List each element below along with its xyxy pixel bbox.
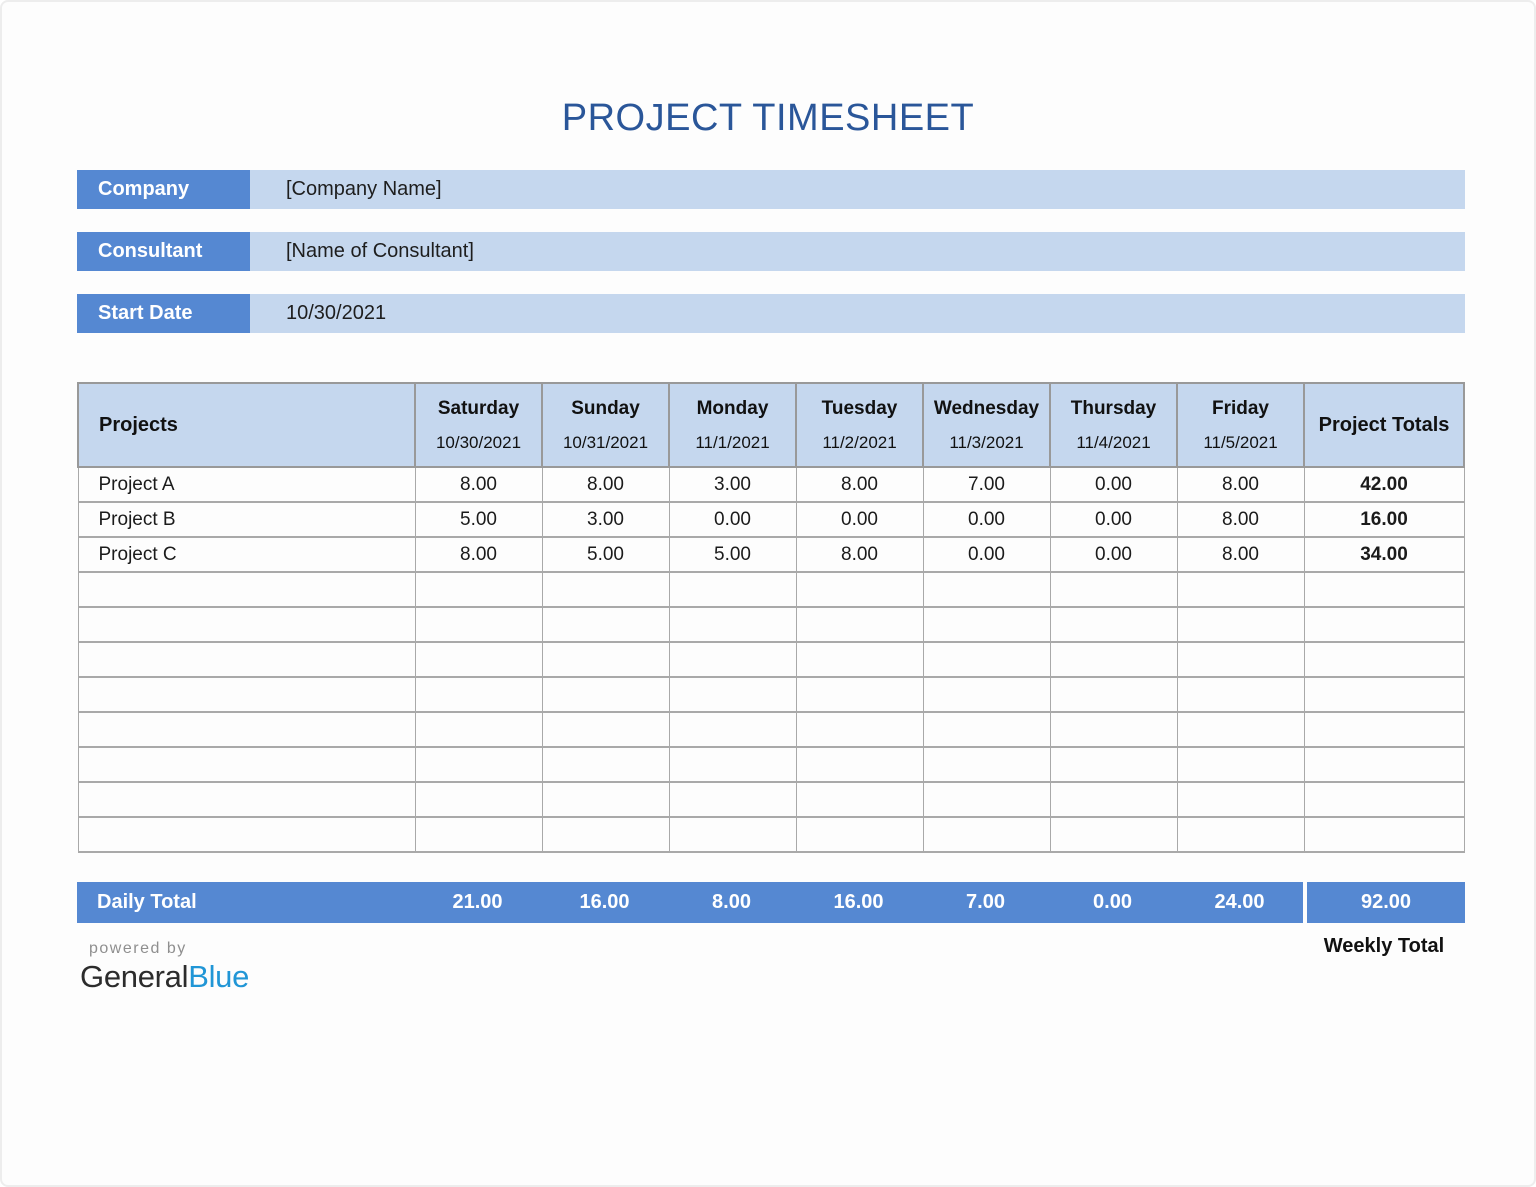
hours-cell[interactable]: 8.00 <box>1177 467 1304 502</box>
day-name: Saturday <box>437 397 520 419</box>
empty-cell[interactable] <box>1304 747 1464 782</box>
hours-cell[interactable]: 8.00 <box>796 537 923 572</box>
project-total-cell: 34.00 <box>1304 537 1464 572</box>
empty-cell[interactable] <box>78 572 415 607</box>
project-name-cell[interactable]: Project B <box>78 502 415 537</box>
day-date: 11/4/2021 <box>1076 432 1151 452</box>
daily-total-value: 16.00 <box>833 891 884 913</box>
empty-cell[interactable] <box>923 782 1050 817</box>
hours-cell[interactable]: 8.00 <box>1177 537 1304 572</box>
empty-cell[interactable] <box>923 642 1050 677</box>
empty-cell[interactable] <box>415 572 542 607</box>
table-header-row <box>78 383 1464 467</box>
empty-cell[interactable] <box>78 677 415 712</box>
empty-table-row <box>78 747 1464 782</box>
empty-cell[interactable] <box>542 817 669 852</box>
daily-total-value: 7.00 <box>966 891 1005 913</box>
day-name: Thursday <box>1070 397 1157 419</box>
empty-cell[interactable] <box>796 817 923 852</box>
start-date-label: Start Date <box>77 294 250 333</box>
empty-cell[interactable] <box>1304 677 1464 712</box>
empty-cell[interactable] <box>1177 712 1304 747</box>
daily-total-main <box>77 882 1303 923</box>
hours-cell[interactable]: 0.00 <box>796 502 923 537</box>
hours-cell[interactable]: 0.00 <box>923 502 1050 537</box>
empty-cell[interactable] <box>796 712 923 747</box>
empty-cell[interactable] <box>78 747 415 782</box>
empty-cell[interactable] <box>542 677 669 712</box>
empty-table-row <box>78 642 1464 677</box>
day-header-saturday <box>415 383 542 467</box>
day-date: 11/5/2021 <box>1203 432 1278 452</box>
project-name-cell[interactable]: Project A <box>78 467 415 502</box>
empty-cell[interactable] <box>1050 712 1177 747</box>
day-date: 11/2/2021 <box>822 432 897 452</box>
page-title: PROJECT TIMESHEET <box>561 97 975 139</box>
daily-total-value: 16.00 <box>579 891 630 913</box>
powered-by-text: powered by <box>89 940 187 957</box>
hours-cell[interactable]: 3.00 <box>669 467 796 502</box>
hours-cell[interactable]: 8.00 <box>542 467 669 502</box>
company-label: Company <box>77 170 250 209</box>
hours-cell[interactable]: 5.00 <box>415 502 542 537</box>
hours-cell[interactable]: 5.00 <box>542 537 669 572</box>
empty-cell[interactable] <box>1050 677 1177 712</box>
hours-cell[interactable]: 0.00 <box>1050 537 1177 572</box>
project-total-cell: 16.00 <box>1304 502 1464 537</box>
empty-cell[interactable] <box>923 747 1050 782</box>
day-header-sunday <box>542 383 669 467</box>
empty-cell[interactable] <box>1177 642 1304 677</box>
empty-cell[interactable] <box>796 782 923 817</box>
empty-cell[interactable] <box>1177 677 1304 712</box>
day-date: 11/3/2021 <box>949 432 1024 452</box>
empty-cell[interactable] <box>796 572 923 607</box>
day-date: 10/31/2021 <box>562 432 649 452</box>
empty-table-row <box>78 817 1464 852</box>
day-header-thursday <box>1050 383 1177 467</box>
logo-blue-text: Blue <box>188 959 250 994</box>
empty-table-row <box>78 782 1464 817</box>
general-blue-logo <box>80 959 249 995</box>
daily-total-label: Daily Total <box>97 891 197 913</box>
day-name: Monday <box>696 397 769 419</box>
empty-cell[interactable] <box>415 712 542 747</box>
project-data-rows <box>78 467 1464 572</box>
hours-cell[interactable]: 8.00 <box>796 467 923 502</box>
empty-cell[interactable] <box>669 782 796 817</box>
empty-cell[interactable] <box>1304 642 1464 677</box>
consultant-label: Consultant <box>77 232 250 271</box>
info-row-company <box>77 170 1465 209</box>
hours-cell[interactable]: 3.00 <box>542 502 669 537</box>
daily-total-value: 21.00 <box>452 891 503 913</box>
empty-cell[interactable] <box>669 607 796 642</box>
project-total-cell: 42.00 <box>1304 467 1464 502</box>
empty-cell[interactable] <box>1050 782 1177 817</box>
weekly-total-label: Weekly Total <box>1323 935 1445 957</box>
table-row-project-a <box>78 467 1464 502</box>
empty-cell[interactable] <box>669 642 796 677</box>
start-date-value-field[interactable]: 10/30/2021 <box>250 294 1465 333</box>
empty-cell[interactable] <box>796 747 923 782</box>
projects-header: Projects <box>78 383 415 467</box>
day-date: 10/30/2021 <box>435 432 522 452</box>
empty-cell[interactable] <box>1050 642 1177 677</box>
empty-cell[interactable] <box>923 572 1050 607</box>
daily-total-value: 24.00 <box>1214 891 1265 913</box>
empty-cell[interactable] <box>1050 572 1177 607</box>
empty-cell[interactable] <box>1050 607 1177 642</box>
day-header-monday <box>669 383 796 467</box>
hours-cell[interactable]: 8.00 <box>415 537 542 572</box>
hours-cell[interactable]: 7.00 <box>923 467 1050 502</box>
empty-cell[interactable] <box>669 572 796 607</box>
daily-total-bar <box>77 882 1465 923</box>
empty-cell[interactable] <box>1177 572 1304 607</box>
empty-cell[interactable] <box>542 607 669 642</box>
empty-cell[interactable] <box>415 817 542 852</box>
daily-total-value: 0.00 <box>1093 891 1132 913</box>
project-totals-header: Project Totals <box>1304 383 1464 467</box>
empty-rows <box>78 572 1464 852</box>
day-name: Friday <box>1211 397 1270 419</box>
empty-cell[interactable] <box>1050 817 1177 852</box>
empty-cell[interactable] <box>78 782 415 817</box>
empty-cell[interactable] <box>78 607 415 642</box>
empty-cell[interactable] <box>415 642 542 677</box>
hours-cell[interactable]: 0.00 <box>923 537 1050 572</box>
day-name: Tuesday <box>821 397 898 419</box>
empty-cell[interactable] <box>923 677 1050 712</box>
consultant-value-field[interactable]: [Name of Consultant] <box>250 232 1465 271</box>
day-header-friday <box>1177 383 1304 467</box>
hours-cell[interactable]: 0.00 <box>669 502 796 537</box>
empty-cell[interactable] <box>415 782 542 817</box>
empty-cell[interactable] <box>1304 712 1464 747</box>
empty-cell[interactable] <box>669 817 796 852</box>
hours-cell[interactable]: 0.00 <box>1050 467 1177 502</box>
day-date: 11/1/2021 <box>695 432 770 452</box>
day-header-tuesday <box>796 383 923 467</box>
daily-total-value: 8.00 <box>712 891 751 913</box>
info-row-start-date <box>77 294 1465 333</box>
hours-cell[interactable]: 8.00 <box>1177 502 1304 537</box>
day-name: Sunday <box>571 397 640 419</box>
empty-cell[interactable] <box>923 607 1050 642</box>
empty-table-row <box>78 607 1464 642</box>
empty-cell[interactable] <box>923 817 1050 852</box>
empty-cell[interactable] <box>542 712 669 747</box>
empty-cell[interactable] <box>542 572 669 607</box>
timesheet-table <box>77 382 1465 853</box>
company-value-field[interactable]: [Company Name] <box>250 170 1465 209</box>
weekly-total-value: 92.00 <box>1307 882 1465 923</box>
empty-cell[interactable] <box>796 677 923 712</box>
empty-cell[interactable] <box>415 607 542 642</box>
empty-cell[interactable] <box>1304 607 1464 642</box>
empty-cell[interactable] <box>1050 747 1177 782</box>
empty-table-row <box>78 677 1464 712</box>
empty-cell[interactable] <box>669 712 796 747</box>
empty-cell[interactable] <box>78 642 415 677</box>
empty-cell[interactable] <box>78 817 415 852</box>
empty-cell[interactable] <box>542 747 669 782</box>
empty-cell[interactable] <box>669 747 796 782</box>
day-name: Wednesday <box>933 397 1040 419</box>
empty-cell[interactable] <box>1177 747 1304 782</box>
empty-cell[interactable] <box>1177 782 1304 817</box>
day-header-wednesday <box>923 383 1050 467</box>
info-row-consultant <box>77 232 1465 271</box>
empty-cell[interactable] <box>78 712 415 747</box>
logo-general-text: General <box>80 959 189 994</box>
empty-cell[interactable] <box>796 607 923 642</box>
hours-cell[interactable]: 8.00 <box>415 467 542 502</box>
empty-cell[interactable] <box>415 747 542 782</box>
empty-cell[interactable] <box>415 677 542 712</box>
empty-cell[interactable] <box>1304 817 1464 852</box>
table-row-project-b <box>78 502 1464 537</box>
project-name-cell[interactable]: Project C <box>78 537 415 572</box>
hours-cell[interactable]: 5.00 <box>669 537 796 572</box>
empty-cell[interactable] <box>542 782 669 817</box>
empty-cell[interactable] <box>923 712 1050 747</box>
hours-cell[interactable]: 0.00 <box>1050 502 1177 537</box>
empty-cell[interactable] <box>1304 572 1464 607</box>
empty-table-row <box>78 572 1464 607</box>
empty-cell[interactable] <box>796 642 923 677</box>
empty-table-row <box>78 712 1464 747</box>
empty-cell[interactable] <box>542 642 669 677</box>
empty-cell[interactable] <box>1177 817 1304 852</box>
empty-cell[interactable] <box>669 677 796 712</box>
table-row-project-c <box>78 537 1464 572</box>
empty-cell[interactable] <box>1177 607 1304 642</box>
empty-cell[interactable] <box>1304 782 1464 817</box>
